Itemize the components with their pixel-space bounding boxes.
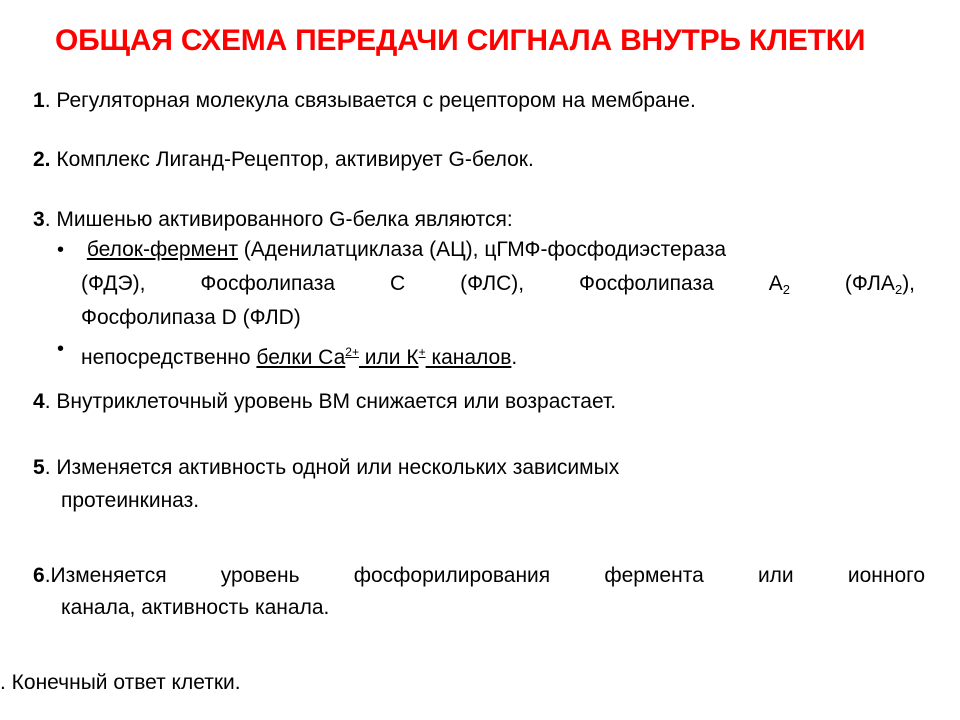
page-title: ОБЩАЯ СХЕМА ПЕРЕДАЧИ СИГНАЛА ВНУТРЬ КЛЕТКИ (55, 24, 866, 57)
step-2-number: 2. (33, 148, 51, 171)
bullet-2-k: или К (358, 346, 419, 369)
bullet-1-underlined: белок-фермент (86, 238, 238, 261)
step-1-number: 1 (33, 89, 45, 112)
step-5-line-2: протеинкиназ. (61, 489, 200, 512)
bullet-1-line-2-b: (ФЛА (789, 272, 895, 295)
step-5-line-1 (33, 455, 619, 481)
bullet-1-line-2 (81, 271, 915, 303)
bullet-1-line-3: Фосфолипаза D (ФЛD) (81, 306, 301, 329)
step-1 (33, 88, 696, 114)
bullet-2-k-charge: + (418, 345, 426, 359)
step-4-text: . Внутриклеточный уровень ВМ снижается или возрастает. (44, 390, 617, 413)
bullet-2-ca-charge: 2+ (345, 345, 359, 359)
step-2-text: Комплекс Лиганд-Рецептор, активирует G-белок. (50, 148, 534, 171)
bullet-2-channels: каналов (425, 346, 512, 369)
bullet-1-line-1 (81, 237, 915, 263)
step-5-text-1: . Изменяется активность одной или нескольких зависимых (44, 456, 620, 479)
step-7-text: . Конечный ответ клетки. (0, 671, 241, 694)
bullet-2-marker: • (57, 338, 65, 360)
bullet-1-line-2-c: ), (902, 272, 916, 295)
step-1-text: . Регуляторная молекула связывается с рецептором на мембране. (44, 89, 696, 112)
bullet-1-line-2-a: (ФДЭ), Фосфолипаза С (ФЛС), Фосфолипаза А (81, 272, 783, 295)
step-6-text-1: .Изменяется уровень фосфорилирования фермента или ионного (44, 564, 925, 587)
step-4-number: 4 (33, 390, 45, 413)
step-4 (33, 389, 616, 415)
bullet-1-sub-b: 2 (894, 282, 903, 297)
step-7 (0, 670, 241, 696)
step-6-line-2: канала, активность канала. (61, 596, 330, 619)
step-6-line-1 (33, 563, 925, 589)
bullet-1-line-1-rest: (Аденилатциклаза (АЦ), цГМФ-фосфодиэстераза (237, 238, 727, 261)
bullet-2-prefix: непосредственно (81, 346, 257, 369)
bullet-1-sub-a: 2 (782, 282, 790, 297)
step-5-number: 5 (33, 456, 45, 479)
step-3 (33, 207, 513, 233)
bullet-2-ca: белки Са (256, 346, 346, 369)
step-3-text: . Мишенью активированного G-белка являются: (44, 208, 513, 231)
step-6-number: 6 (33, 564, 45, 587)
bullet-2-suffix: . (511, 346, 518, 369)
bullet-2-line (81, 339, 517, 371)
step-3-number: 3 (33, 208, 45, 231)
step-2 (33, 147, 534, 173)
bullet-1-marker: • (57, 239, 65, 261)
